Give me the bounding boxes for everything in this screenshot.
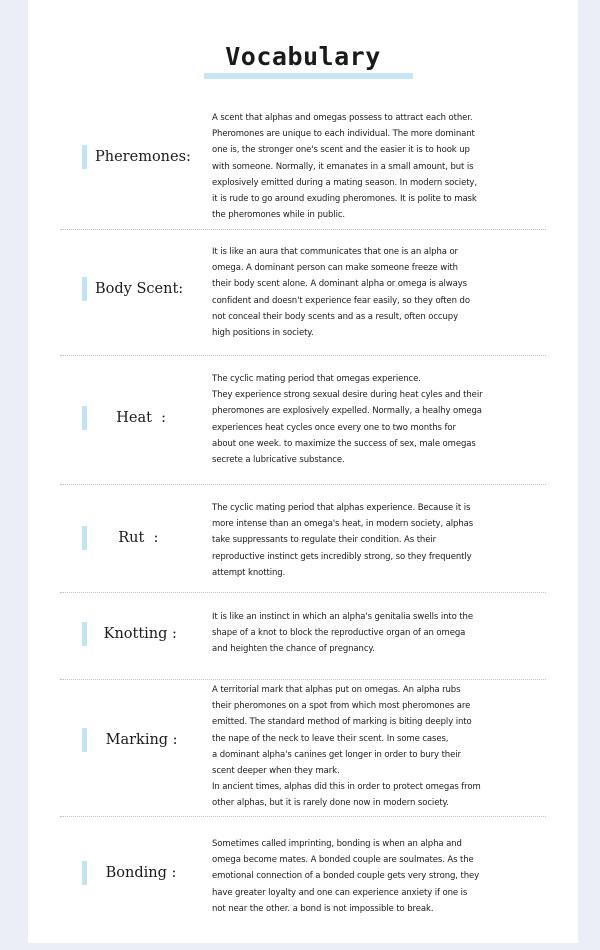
definition-line: experiences heat cycles once every one to two months for: [212, 422, 456, 433]
definition-line: reproductive instinct gets incredibly strong, so they frequently: [212, 551, 472, 562]
term-marker: [82, 526, 87, 550]
definition-line: about one week. to maximize the success of sex, male omegas: [212, 438, 476, 449]
definition-line: Pheromones are unique to each individual. The more dominant: [212, 129, 475, 140]
definition-line: not near the other. a bond is not impossible to break.: [212, 903, 434, 914]
definition-line: and heighten the chance of pregnancy.: [212, 644, 375, 655]
definition-line: not conceal their body scents and as a result, often occupy: [212, 311, 459, 322]
term-marker: [82, 406, 87, 430]
definition-knotting: [212, 609, 538, 658]
section-divider: [60, 679, 546, 680]
definition-line: pheromones are explosively expelled. Normally, a healhy omega: [212, 406, 482, 417]
page-title: Vocabulary: [225, 42, 381, 71]
definition-line: secrete a lubricative substance.: [212, 455, 345, 466]
term-heat: [82, 406, 212, 430]
definition-line: high positions in society.: [212, 328, 314, 339]
definition-line: the pheromones while in public.: [212, 210, 346, 221]
definition-line: A territorial mark that alphas put on omegas. An alpha rubs: [212, 685, 461, 695]
definition-line: The cyclic mating period that omegas experience.: [212, 374, 421, 384]
term-label: Rut :: [109, 530, 159, 546]
term-label: Pheremones:: [95, 149, 191, 165]
definition-body-scent: [212, 244, 538, 341]
definition-line: have greater loyalty and one can experience anxiety if one is: [212, 887, 468, 898]
definition-line: the nape of the neck to leave their scent. In some cases,: [212, 733, 449, 744]
definition-line: their pheromones on a spot from which most pheromones are: [212, 701, 471, 712]
section-divider: [60, 484, 546, 485]
definition-line: with someone. Normally, it emanates in a small amount, but is: [212, 161, 474, 172]
definition-line: emitted. The standard method of marking is biting deeply into: [212, 717, 472, 728]
definition-bonding: [212, 836, 538, 917]
section-divider: [60, 355, 546, 356]
term-label: Heat :: [107, 410, 167, 426]
term-label: Body Scent:: [95, 281, 184, 297]
definition-line: shape of a knot to block the reproductive organ of an omega: [212, 628, 466, 639]
definition-line: it is rude to go around exuding pheromones. It is polite to mask: [212, 194, 477, 205]
definition-line: It is like an instinct in which an alpha's genitalia swells into the: [212, 612, 473, 622]
definition-line: scent deeper when they mark.: [212, 766, 340, 777]
section-divider: [60, 229, 546, 230]
definition-line: They experience strong sexual desire during heat cyles and their: [212, 390, 483, 401]
definition-line: a dominant alpha's canines get longer in order to bury their: [212, 749, 461, 760]
term-marker: [82, 861, 87, 885]
definition-line: Sometimes called imprinting, bonding is when an alpha and: [212, 839, 462, 849]
term-label: Bonding :: [101, 865, 177, 881]
term-body-scent: [82, 277, 212, 301]
definition-line: explosively emitted during a mating season. In modern society,: [212, 177, 477, 188]
term-rut: [82, 526, 212, 550]
definition-heat: [212, 371, 538, 468]
vocabulary-page: [28, 0, 578, 943]
term-bonding: [82, 861, 212, 885]
definition-line: omega. A dominant person can make someone freeze with: [212, 263, 458, 274]
definition-line: attempt knotting.: [212, 567, 286, 578]
definition-line: their body scent alone. A dominant alpha or omega is always: [212, 279, 468, 290]
definition-line: one is, the stronger one's scent and the easier it is to hook up: [212, 145, 470, 156]
definition-line: The cyclic mating period that alphas experience. Because it is: [212, 503, 471, 513]
definition-line: more intense than an omega's heat, in modern society, alphas: [212, 519, 474, 530]
definition-rut: [212, 500, 538, 581]
definition-pheremones: [212, 110, 538, 223]
definition-line: In ancient times, alphas did this in order to protect omegas from: [212, 782, 481, 793]
title-underline: [204, 73, 413, 79]
definition-marking: [212, 682, 538, 812]
term-marker: [82, 622, 87, 646]
term-marking: [82, 728, 212, 752]
section-divider: [60, 816, 546, 817]
term-pheremones: [82, 145, 212, 169]
definition-line: other alphas, but it is rarely done now in modern society.: [212, 798, 449, 809]
term-label: Knotting :: [99, 626, 177, 642]
term-marker: [82, 728, 87, 752]
term-knotting: [82, 622, 212, 646]
term-marker: [82, 277, 87, 301]
definition-line: take suppressants to regulate their condition. As their: [212, 535, 437, 546]
section-divider: [60, 592, 546, 593]
definition-line: It is like an aura that communicates that one is an alpha or: [212, 247, 458, 257]
term-marker: [82, 145, 87, 169]
definition-line: A scent that alphas and omegas possess to attract each other.: [212, 113, 473, 123]
definition-line: omega become mates. A bonded couple are soulmates. As the: [212, 855, 474, 866]
term-label: Marking :: [101, 732, 178, 748]
definition-line: confident and doesn't experience fear easily, so they often do: [212, 295, 470, 306]
definition-line: emotional connection of a bonded couple gets very strong, they: [212, 871, 480, 882]
